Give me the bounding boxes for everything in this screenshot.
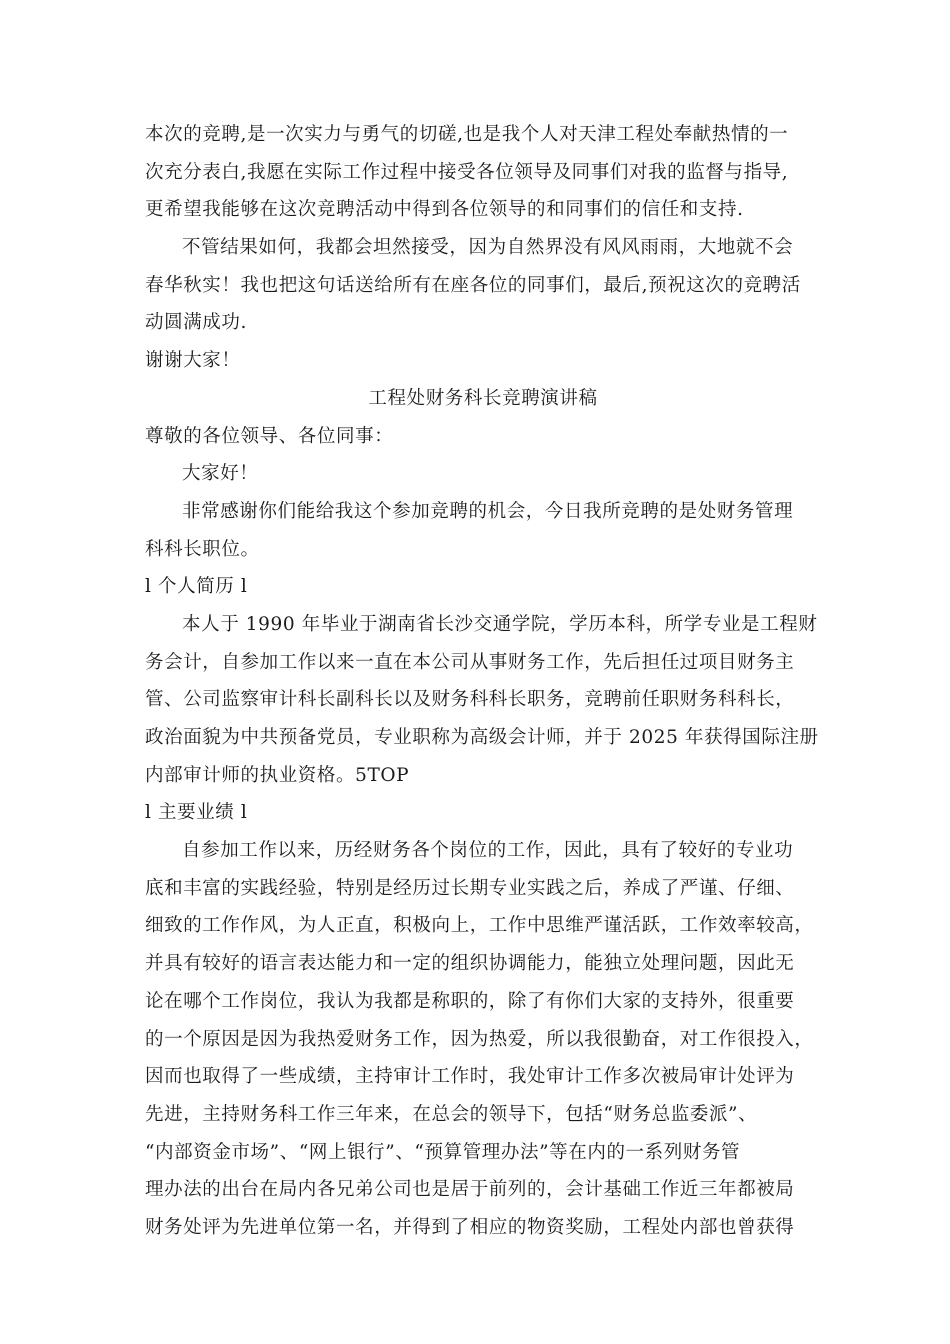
text-line: “内部资金市场”、“网上银行”、“预算管理办法”等在内的一系列财务管	[145, 1141, 741, 1163]
text-line: 非常感谢你们能给我这个参加竞聘的机会，今日我所竞聘的是处财务管理	[182, 500, 794, 522]
text-line: 科科长职位。	[145, 538, 260, 560]
text-line: 春华秋实！我也把这句话送给所有在座各位的同事们，最后,预祝这次的竞聘活	[145, 274, 801, 296]
text-line: 底和丰富的实践经验，特别是经历过长期专业实践之后，养成了严谨、仔细、	[145, 877, 795, 899]
text-line: l 主要业绩 l	[145, 802, 248, 824]
text-line: 谢谢大家！	[145, 350, 241, 372]
text-line: 更希望我能够在这次竞聘活动中得到各位领导的和同事们的信任和支持.	[145, 199, 744, 221]
text-line: 本人于 1990 年毕业于湖南省长沙交通学院，学历本科，所学专业是工程财	[182, 613, 818, 635]
text-line: 先进，主持财务科工作三年来，在总会的领导下，包括“财务总监委派”、	[145, 1103, 758, 1125]
text-line: 尊敬的各位领导、各位同事：	[145, 425, 394, 447]
text-line: l 个人简历 l	[145, 576, 248, 598]
text-line: 自参加工作以来，历经财务各个岗位的工作，因此，具有了较好的专业功	[182, 840, 794, 862]
text-line: 务会计，自参加工作以来一直在本公司从事财务工作，先后担任过项目财务主	[145, 651, 795, 673]
text-line: 次充分表白,我愿在实际工作过程中接受各位领导及同事们对我的监督与指导,	[145, 161, 789, 183]
text-line: 的一个原因是因为我热爱财务工作，因为热爱，所以我很勤奋，对工作很投入，	[145, 1028, 814, 1050]
text-line: 政治面貌为中共预备党员，专业职称为高级会计师，并于 2025 年获得国际注册	[145, 727, 819, 748]
text-line: 大家好！	[182, 463, 259, 485]
text-line: 并具有较好的语言表达能力和一定的组织协调能力，能独立处理问题，因此无	[145, 953, 795, 975]
text-line: 不管结果如何，我都会坦然接受，因为自然界没有风风雨雨，大地就不会	[182, 237, 794, 259]
text-line: 理办法的出台在局内各兄弟公司也是居于前列的，会计基础工作近三年都被局	[145, 1179, 795, 1201]
text-line: 因而也取得了一些成绩，主持审计工作时，我处审计工作多次被局审计处评为	[145, 1066, 795, 1088]
text-line: 本次的竞聘,是一次实力与勇气的切磋,也是我个人对天津工程处奉献热情的一	[145, 124, 789, 145]
text-line: 论在哪个工作岗位，我认为我都是称职的，除了有你们大家的支持外，很重要	[145, 990, 795, 1012]
text-line: 内部审计师的执业资格。5TOP	[145, 764, 410, 786]
text-line: 管、公司监察审计科长副科长以及财务科科长职务，竞聘前任职财务科科长，	[145, 689, 795, 711]
text-line: 财务处评为先进单位第一名，并得到了相应的物资奖励，工程处内部也曾获得	[145, 1216, 795, 1238]
document-title: 工程处财务科长竞聘演讲稿	[368, 387, 598, 409]
text-line: 细致的工作作风，为人正直，积极向上，工作中思维严谨活跃，工作效率较高，	[145, 915, 814, 937]
document-page	[145, 116, 819, 1247]
text-line: 动圆满成功.	[145, 312, 247, 334]
